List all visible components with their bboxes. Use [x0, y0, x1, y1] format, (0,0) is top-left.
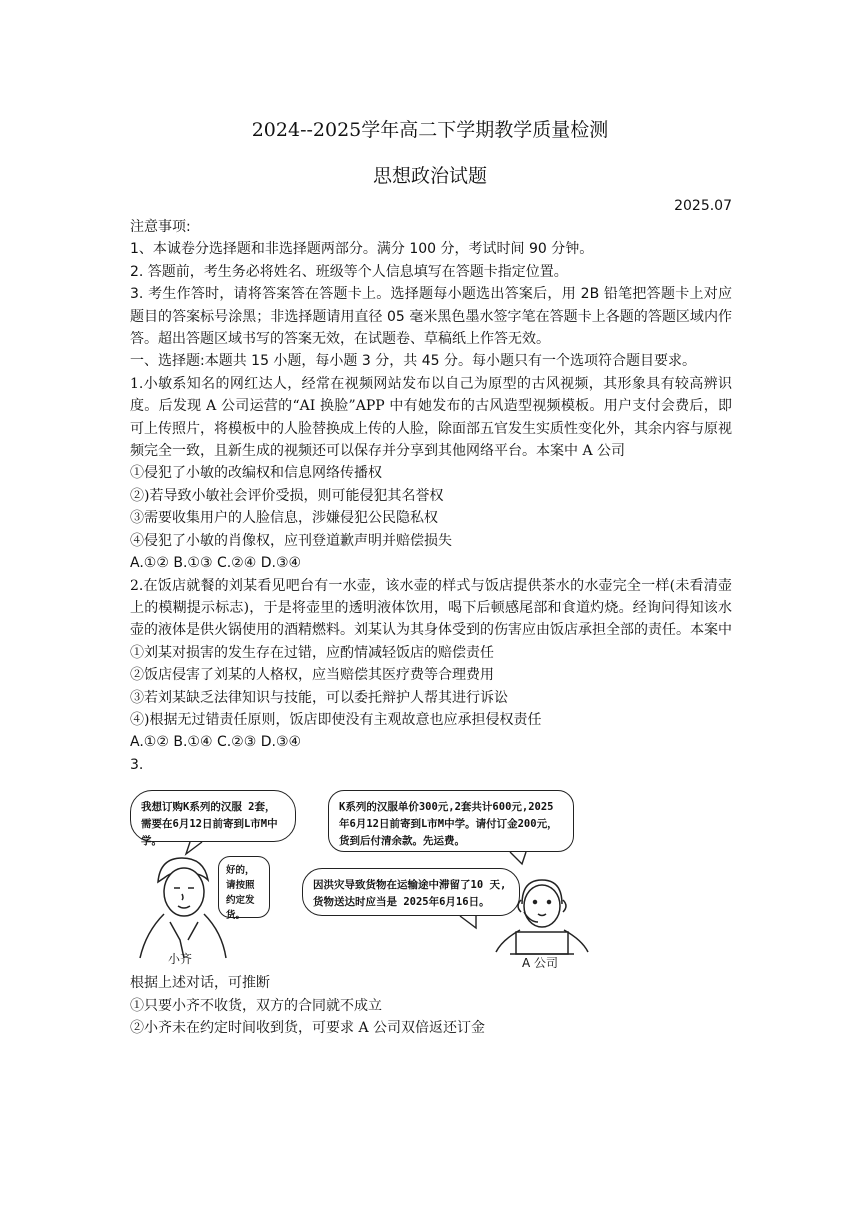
question-2-answers: A.①② B.①④ C.②③ D.③④ — [130, 734, 302, 751]
dialogue-figure — [130, 782, 600, 971]
student-figure-icon — [140, 858, 226, 958]
question-2-option: ④)根据无过错责任原则，饭店即使没有主观故意也应承担侵权责任 — [130, 711, 542, 728]
question-1-stem: 1.小敏系知名的网红达人，经常在视频网站发布以自己为原型的古风视频，其形象具有较高辨识度。后发现 A 公司运营的“AI 换脸”APP 中有她发布的古风造型视频模板。用户支付会费后，即可上传照片，将模板中的人脸替换成上传的人脸，除面部五官发生实质性变化外，其余内容与原视频完全一致，且新生成的视频还可以保存并分享到其他网络平台。本案中 A 公司 — [130, 375, 732, 460]
speech-bubble-confirm: 好的，请按照约定发货。 — [218, 856, 270, 918]
question-3-number: 3. — [130, 756, 144, 773]
exam-subtitle: 思想政治试题 — [372, 165, 487, 187]
notice-heading: 注意事项: — [130, 219, 191, 235]
speech-bubble-order: 我想订购K系列的汉服 2套，需要在6月12日前寄到L市M中学。 — [130, 790, 296, 842]
exam-date: 2025.07 — [674, 198, 732, 214]
speech-bubble-delay: 因洪灾导致货物在运输途中滞留了10 天,货物送达时应当是 2025年6月16日。 — [302, 868, 520, 916]
question-3-option: ②小齐未在约定时间收到货，可要求 A 公司双倍返还订金 — [130, 1019, 486, 1036]
question-1-answers: A.①② B.①③ C.②④ D.③④ — [130, 555, 302, 572]
question-2-option: ③若刘某缺乏法律知识与技能，可以委托辩护人帮其进行诉讼 — [130, 689, 508, 706]
bubble-tail — [510, 852, 526, 864]
figure-illustration — [130, 782, 600, 968]
agent-figure-icon — [496, 880, 588, 954]
notice-item: 2. 答题前，考生务必将姓名、班级等个人信息填写在答题卡指定位置。 — [130, 263, 568, 280]
question-3-stem: 根据上述对话，可推断 — [130, 975, 270, 992]
notice-item: 3. 考生作答时，请将答案答在答题卡上。选择题每小题选出答案后，用 2B 铅笔把答题卡上对应题目的答案标号涂黑；非选择题请用直径 05 毫米黑色墨水签字笔在答题卡上各题的答题区域内作答。超出答题区域书写的答案无效，在试题卷、草稿纸上作答无效。 — [130, 286, 732, 348]
exam-title: 2024--2025学年高二下学期教学质量检测 — [251, 119, 609, 141]
question-2-option: ②饭店侵害了刘某的人格权，应当赔偿其医疗费等合理费用 — [130, 667, 494, 684]
notice-item: 1、本诚卷分选择题和非选择题两部分。满分 100 分，考试时间 90 分钟。 — [130, 241, 594, 258]
question-1-option: ②)若导致小敏社会评价受损，则可能侵犯其名誉权 — [130, 487, 444, 504]
bubble-tail — [460, 916, 476, 928]
question-1-option: ①侵犯了小敏的改编权和信息网络传播权 — [130, 465, 382, 482]
speech-bubble-price: K系列的汉服单价300元,2套共计600元,2025年6月12日前寄到L市M中学。请付订金200元，货到后付清余款。先运费。 — [328, 790, 574, 852]
bubble-tail — [186, 842, 202, 854]
figure-caption-right: A 公司 — [522, 956, 559, 971]
figure-caption-left: 小齐 — [168, 952, 193, 967]
question-2-option: ①刘某对损害的发生存在过错，应酌情减轻饭店的赔偿责任 — [130, 644, 494, 661]
question-1-option: ③需要收集用户的人脸信息，涉嫌侵犯公民隐私权 — [130, 510, 438, 527]
section-heading: 一、选择题:本题共 15 小题，每小题 3 分，共 45 分。每小题只有一个选项符合题目要求。 — [130, 353, 696, 370]
question-2-stem: 2.在饭店就餐的刘某看见吧台有一水壶，该水壶的样式与饭店提供茶水的水壶完全一样(未看清壶上的模糊提示标志)，于是将壶里的透明液体饮用，喝下后顿感尾部和食道灼烧。经询问得知该水壶的液体是供火锅使用的酒精燃料。刘某认为其身体受到的伤害应由饭店承担全部的责任。本案中 — [130, 577, 732, 639]
question-1-option: ④侵犯了小敏的肖像权，应刊登道歉声明并赔偿损失 — [130, 532, 452, 549]
question-3-option: ①只要小齐不收货，双方的合同就不成立 — [130, 997, 382, 1014]
exam-body — [130, 216, 732, 1039]
